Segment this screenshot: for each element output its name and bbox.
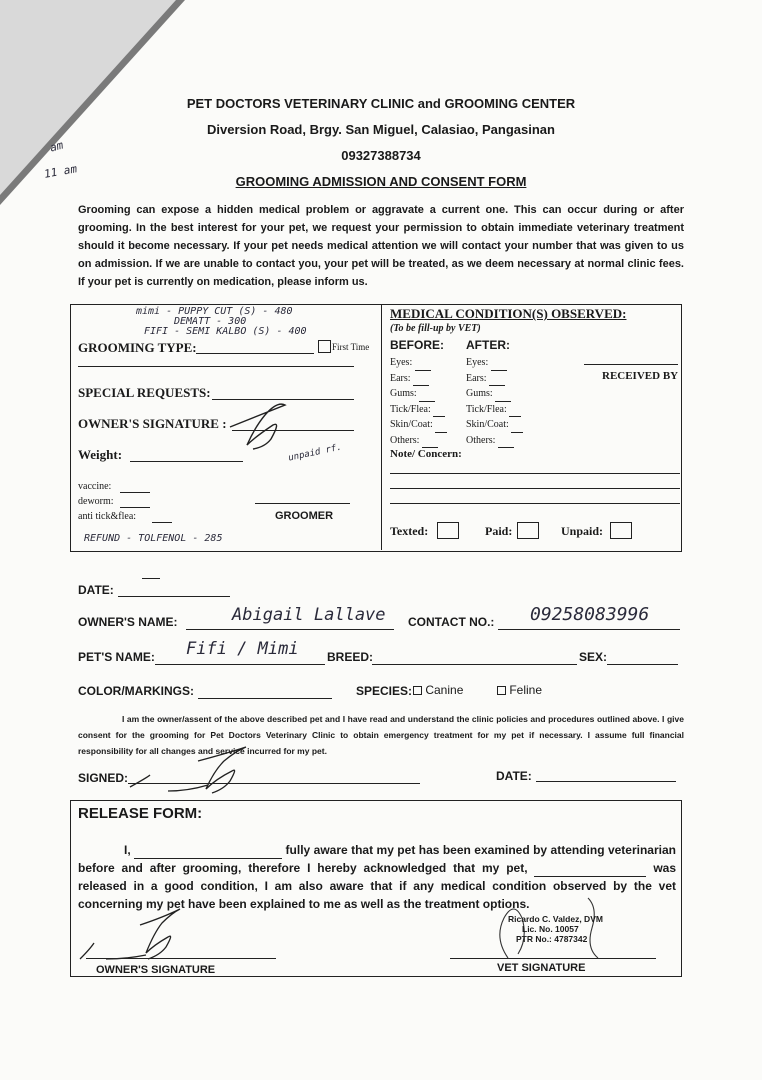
sex-field[interactable] (607, 648, 678, 665)
grooming-type-field[interactable] (196, 340, 314, 354)
release-text-2: was released in a good condition, I am also aware that if any medical condition observed by the vet concerning my pet have been explained to me as well as the treatment options. (78, 861, 677, 911)
vet-stamp (508, 914, 603, 944)
release-text-1: fully aware that my pet has been examined by attending veterinarian before and after grooming, therefore I hereby acknowledged that my pet, (78, 843, 676, 875)
before-list (390, 355, 447, 448)
after-item: Others: (466, 433, 523, 449)
after-item: Skin/Coat: (466, 417, 523, 433)
received-by-line[interactable] (584, 364, 678, 365)
before-item: Others: (390, 433, 447, 449)
contact-value: 09258083996 (530, 604, 650, 625)
refund-note: REFUND - TOLFENOL - 285 (84, 533, 223, 544)
before-item: Ears: (390, 371, 447, 387)
release-owner-signature-line[interactable] (86, 958, 276, 959)
paid-label: Paid: (485, 524, 513, 538)
signature-scribble-3 (76, 905, 196, 965)
signature-scribble-1 (225, 395, 295, 455)
vaccine-label: vaccine: (78, 481, 112, 492)
release-owner-name-field[interactable] (134, 858, 282, 859)
paid-checkbox[interactable] (517, 522, 539, 539)
species-feline-option[interactable] (497, 683, 542, 697)
signed-label: SIGNED: (78, 771, 129, 785)
stamp-line: Ricardo C. Valdez, DVM (508, 914, 603, 924)
signed-date-label: DATE: (496, 769, 532, 783)
before-item: Gums: (390, 386, 447, 402)
anti-tick-label: anti tick&flea: (78, 511, 137, 522)
unpaid-label: Unpaid: (561, 524, 604, 538)
release-i-label: I, (124, 843, 131, 857)
feline-checkbox[interactable] (497, 686, 506, 695)
date-handwriting (142, 578, 160, 579)
anti-tick-field[interactable] (152, 511, 172, 523)
note-line: mimi - PUPPY CUT (S) - 480 (136, 306, 293, 317)
stamp-line: PTR No.: 4787342 (516, 934, 588, 944)
release-box-bottom (70, 976, 681, 977)
owner-name-value: Abigail Lallave (232, 605, 386, 625)
release-pet-name-field[interactable] (534, 876, 646, 877)
breed-field[interactable] (372, 648, 577, 665)
handwritten-notes (136, 307, 307, 337)
owner-signature-label: OWNER'S SIGNATURE : (78, 416, 227, 431)
grooming-type-label: GROOMING TYPE: (78, 340, 197, 355)
medical-condition-title: MEDICAL CONDITION(S) OBSERVED: (390, 306, 627, 321)
margin-note-1: am (48, 138, 65, 155)
texted-checkbox[interactable] (437, 522, 459, 539)
color-markings-field[interactable] (198, 682, 332, 699)
pet-name-label: PET'S NAME: (78, 650, 155, 664)
first-time-checkbox[interactable] (318, 340, 331, 353)
texted-label: Texted: (390, 524, 429, 538)
unpaid-checkbox[interactable] (610, 522, 632, 539)
received-by-label: RECEIVED BY (602, 370, 679, 382)
canine-checkbox[interactable] (413, 686, 422, 695)
after-item: Gums: (466, 386, 523, 402)
stamp-line: Lic. No. 10057 (522, 924, 579, 934)
note-line: FIFI - SEMI KALBO (S) - 400 (144, 326, 307, 337)
deworm-field[interactable] (120, 496, 150, 508)
after-item: Tick/Flea: (466, 402, 523, 418)
species-canine-option[interactable] (413, 683, 463, 697)
breed-label: BREED: (327, 650, 374, 664)
after-label: AFTER: (466, 338, 510, 352)
special-requests-label: SPECIAL REQUESTS: (78, 385, 211, 400)
color-markings-label: COLOR/MARKINGS: (78, 684, 194, 698)
groomer-line[interactable] (255, 503, 350, 504)
medical-condition-subtitle: (To be fill-up by VET) (390, 323, 481, 334)
vaccine-field[interactable] (120, 481, 150, 493)
clinic-name: PET DOCTORS VETERINARY CLINIC and GROOMING CENTER (186, 96, 576, 111)
sex-label: SEX: (579, 650, 608, 664)
after-list (466, 355, 523, 448)
before-label: BEFORE: (390, 338, 444, 352)
pet-name-value: Fifi / Mimi (186, 639, 299, 659)
before-item: Skin/Coat: (390, 417, 447, 433)
feline-label: Feline (509, 683, 543, 697)
contact-label: CONTACT NO.: (408, 615, 495, 629)
weight-field[interactable] (130, 447, 243, 462)
signature-scribble-2 (128, 745, 258, 795)
deworm-label: deworm: (78, 496, 114, 507)
first-time-label: First Time (332, 342, 370, 352)
margin-note-2: 11 am (43, 162, 79, 181)
vet-signature-label: VET SIGNATURE (497, 962, 586, 974)
grooming-type-line-2[interactable] (78, 366, 354, 367)
note-line: DEMATT - 300 (174, 316, 247, 327)
species-label: SPECIES: (356, 684, 413, 698)
date-field[interactable] (118, 582, 230, 597)
note-concern-label: Note/ Concern: (390, 448, 462, 460)
date-label: DATE: (78, 583, 114, 597)
after-item: Eyes: (466, 355, 523, 371)
release-form-title: RELEASE FORM: (78, 805, 203, 822)
form-title: GROOMING ADMISSION AND CONSENT FORM (235, 174, 527, 189)
intro-paragraph: Grooming can expose a hidden medical problem or aggravate a current one. This can occur during or after grooming. In the best interest for your pet, we request your permission to obtain immediate veterinary treatment should it become necessary. If your pet needs medical attention we will contact your number that was given to us on admission. If we are unable to contact you, your pet will be treated, as we deem necessary at normal clinic fees. If your pet is currently on medication, please inform us. (78, 204, 684, 288)
before-item: Eyes: (390, 355, 447, 371)
owner-name-label: OWNER'S NAME: (78, 615, 178, 629)
groomer-label: GROOMER (275, 510, 334, 522)
canine-label: Canine (425, 683, 464, 697)
box-divider (381, 304, 382, 550)
weight-label: Weight: (78, 447, 123, 462)
release-owner-signature-label: OWNER'S SIGNATURE (96, 964, 216, 976)
note-line-2[interactable] (390, 488, 680, 489)
unpaid-note: unpaid rf. (287, 442, 343, 464)
clinic-phone: 09327388734 (341, 148, 421, 163)
note-line-3[interactable] (390, 503, 680, 504)
signed-date-field[interactable] (536, 767, 676, 782)
note-line-1[interactable] (390, 473, 680, 474)
consent-paragraph: I am the owner/assent of the above described pet and I have read and understand the clinic policies and procedures outlined above. I give consent for the grooming for Pet Doctors Veterinary Clinic to obtain emergency treatment for my pet if necessary. I assume full financial responsibility for all changes and service incurred for my pet. (78, 714, 684, 756)
clinic-address: Diversion Road, Brgy. San Miguel, Calasiao, Pangasinan (207, 122, 555, 137)
after-item: Ears: (466, 371, 523, 387)
before-item: Tick/Flea: (390, 402, 447, 418)
